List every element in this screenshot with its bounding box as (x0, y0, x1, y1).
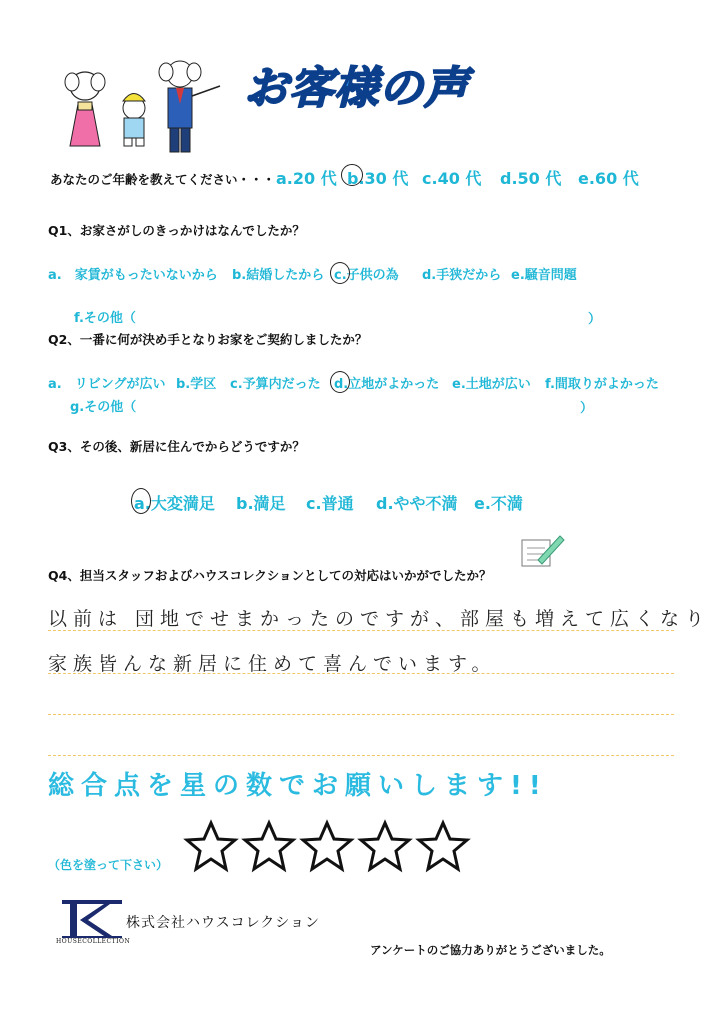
q1-option-c[interactable]: c.子供の為 (334, 268, 399, 283)
q1-option-d[interactable]: d.手狭だから (422, 268, 502, 283)
answer-line (48, 714, 674, 715)
q1-option-b[interactable]: b.結婚したから (232, 268, 325, 283)
q1-other-close: ） (588, 312, 602, 327)
mascot-illustration (60, 56, 230, 156)
q3-option-e[interactable]: e.不満 (474, 494, 523, 513)
logo-caption: HOUSECOLLECTION (56, 938, 131, 945)
selection-circle (341, 164, 363, 186)
answer-line (48, 755, 674, 756)
selection-circle (330, 262, 350, 284)
q1-question: Q1、お家さがしのきっかけはなんでしたか？ (48, 223, 305, 238)
q3-question: Q3、その後、新居に住んでからどうですか？ (48, 439, 305, 454)
answer-line (48, 630, 674, 631)
page-title: お客様の声 (244, 63, 469, 114)
star-icon[interactable] (245, 823, 293, 869)
star-icon[interactable] (419, 823, 467, 869)
q1-option-a[interactable]: a. 家賃がもったいないから (48, 268, 218, 283)
star-icon[interactable] (187, 823, 235, 869)
q2-option-d[interactable]: d.立地がよかった (334, 377, 440, 392)
q4-answer-line-1: 以前は 団地でせまかったのですが、部屋も増えて広くなり (48, 608, 711, 630)
q2-option-other[interactable]: g.その他（ (70, 400, 137, 415)
age-option-e[interactable]: e.60 代 (578, 169, 639, 188)
star-icon[interactable] (303, 823, 351, 869)
q4-answer-line-2: 家族皆んな新居に住めて喜んでいます。 (48, 653, 497, 675)
star-rating[interactable] (183, 818, 473, 876)
company-name: 株式会社ハウスコレクション (126, 915, 321, 931)
star-icon[interactable] (361, 823, 409, 869)
rating-headline: 総合点を星の数でお願いします!! (48, 771, 548, 801)
age-option-b[interactable]: b.30 代 (347, 169, 409, 188)
q3-option-d[interactable]: d.やや不満 (376, 494, 458, 513)
age-option-c[interactable]: c.40 代 (422, 169, 482, 188)
memo-pencil-icon (520, 530, 566, 570)
age-option-d[interactable]: d.50 代 (500, 169, 562, 188)
q2-option-e[interactable]: e.土地が広い (452, 377, 531, 392)
age-option-a[interactable]: a.20 代 (276, 169, 337, 188)
q1-option-e[interactable]: e.騒音問題 (511, 268, 577, 283)
answer-line (48, 673, 674, 674)
q3-option-b[interactable]: b.満足 (236, 494, 286, 513)
q3-option-a[interactable]: a.大変満足 (134, 494, 215, 513)
q2-other-close: ） (580, 401, 594, 416)
q4-question: Q4、担当スタッフおよびハウスコレクションとしての対応はいかがでしたか？ (48, 568, 492, 583)
selection-circle (330, 371, 350, 393)
q2-question: Q2、一番に何が決め手となりお家をご契約しましたか？ (48, 332, 368, 347)
age-question: あなたのご年齢を教えてください・・・ (50, 172, 276, 187)
q1-option-other[interactable]: f.その他（ (74, 311, 136, 326)
q2-option-b[interactable]: b.学区 (176, 377, 217, 392)
q2-option-c[interactable]: c.予算内だった (230, 377, 321, 392)
q3-option-c[interactable]: c.普通 (306, 494, 354, 513)
rating-note: （色を塗って下さい） (48, 858, 169, 872)
thanks-message: アンケートのご協力ありがとうございました。 (370, 943, 611, 957)
q2-option-f[interactable]: f.間取りがよかった (545, 377, 659, 392)
selection-circle (131, 488, 151, 514)
q2-option-a[interactable]: a. リビングが広い (48, 377, 166, 392)
